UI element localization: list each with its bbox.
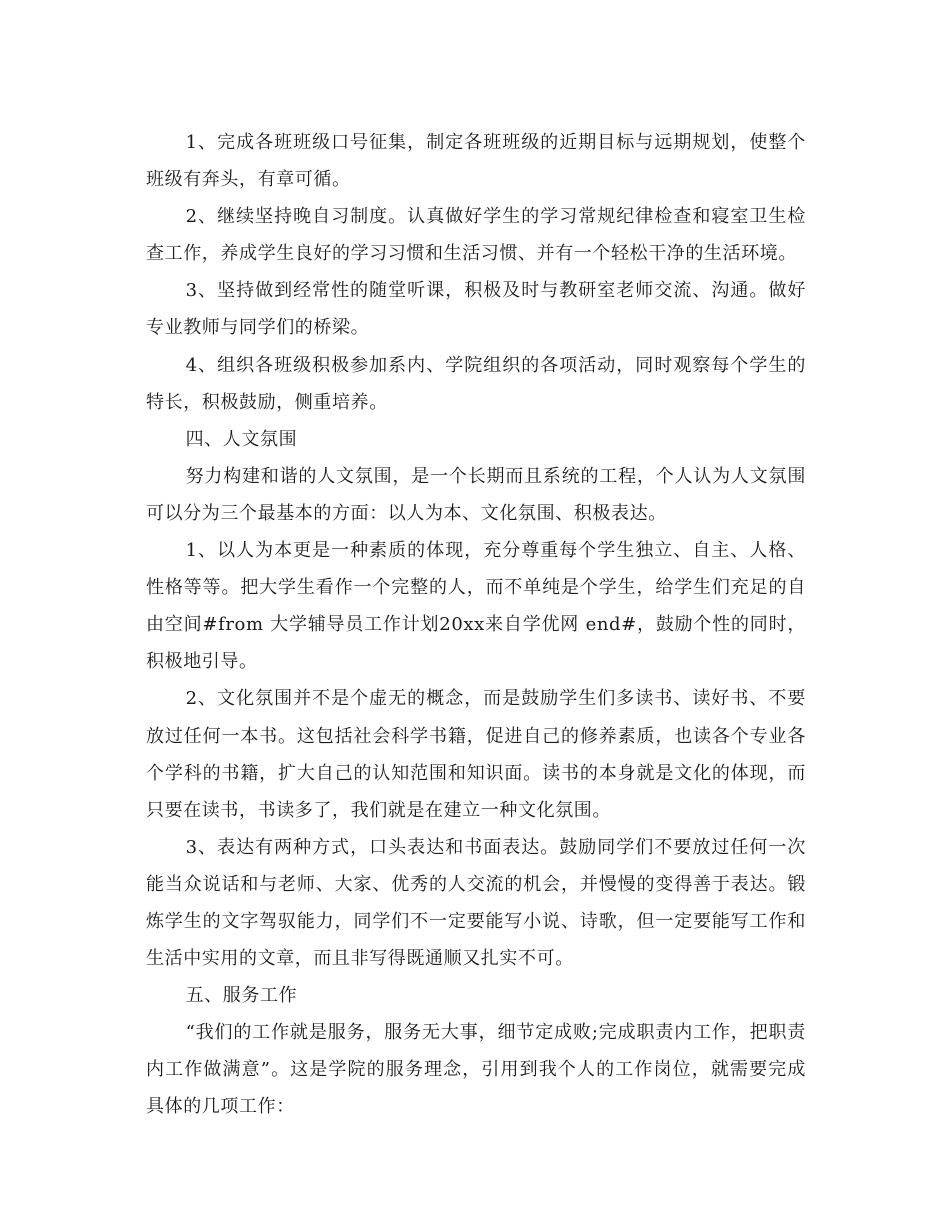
paragraph-item-2: 2、继续坚持晚自习制度。认真做好学生的学习常规纪律检查和寝室卫生检查工作，养成学生良好的学习习惯和生活习惯、并有一个轻松干净的生活环境。 [146, 206, 806, 265]
section-heading-service: 五、服务工作 [185, 985, 298, 1007]
paragraph-culture: 2、文化氛围并不是个虚无的概念，而是鼓励学生们多读书、读好书、不要放过任何一本书。这包括社会科学书籍，促进自己的修养素质，也读各个专业各个学科的书籍，扩大自己的认知范围和知识面。读书的本身就是文化的体现，而只要在读书，书读多了，我们就是在建立一种文化氛围。 [146, 688, 806, 821]
paragraph-humanities-intro: 努力构建和谐的人文氛围，是一个长期而且系统的工程，个人认为人文氛围可以分为三个最基本的方面：以人为本、文化氛围、积极表达。 [146, 465, 806, 524]
paragraph-service-intro: “我们的工作就是服务，服务无大事，细节定成败;完成职责内工作，把职责内工作做满意”。这是学院的服务理念，引用到我个人的工作岗位，就需要完成具体的几项工作： [146, 1022, 806, 1118]
paragraph-expression: 3、表达有两种方式，口头表达和书面表达。鼓励同学们不要放过任何一次能当众说话和与老师、大家、优秀的人交流的机会，并慢慢的变得善于表达。锻炼学生的文字驾驭能力，同学们不一定要能写小说、诗歌，但一定要能写工作和生活中实用的文章，而且非写得既通顺又扎实不可。 [146, 836, 806, 970]
paragraph-people-oriented: 1、以人为本更是一种素质的体现，充分尊重每个学生独立、自主、人格、性格等等。把大学生看作一个完整的人，而不单纯是个学生，给学生们充足的自由空间#from 大学辅导员工作计划20xx来自学优网 end#，鼓励个性的同时，积极地引导。 [146, 540, 806, 673]
document-body [146, 124, 806, 1126]
section-heading-humanities: 四、人文氛围 [185, 428, 298, 450]
paragraph-item-4: 4、组织各班级积极参加系内、学院组织的各项活动，同时观察每个学生的特长，积极鼓励，侧重培养。 [146, 354, 806, 413]
paragraph-item-3: 3、坚持做到经常性的随堂听课，积极及时与教研室老师交流、沟通。做好专业教师与同学们的桥梁。 [146, 280, 806, 339]
paragraph-item-1: 1、完成各班班级口号征集，制定各班班级的近期目标与远期规划，使整个班级有奔头，有章可循。 [146, 132, 806, 191]
